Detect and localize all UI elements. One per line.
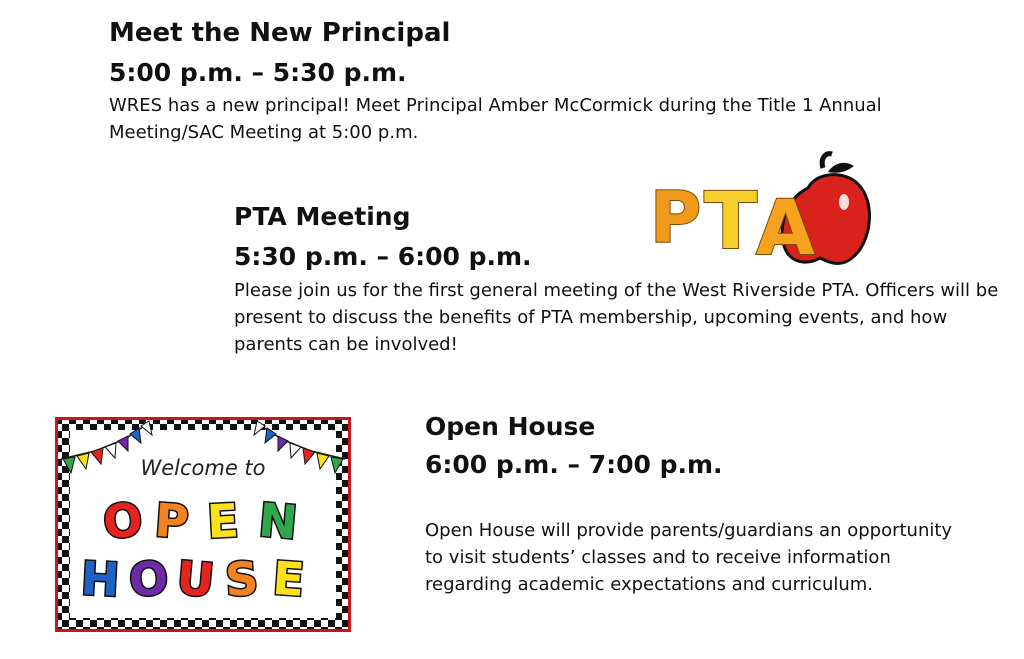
sign-letter-house: S bbox=[223, 551, 260, 607]
open-house-time: 6:00 p.m. – 7:00 p.m. bbox=[425, 450, 723, 479]
principal-time: 5:00 p.m. – 5:30 p.m. bbox=[109, 58, 407, 87]
pta-logo-t: T bbox=[704, 177, 758, 267]
sign-letter-house: U bbox=[174, 550, 217, 608]
pta-description: Please join us for the first general meeting of the West Riverside PTA. Officers will be present to discuss the benefits of PTA membership, upcoming events, and how parents can be involved! bbox=[234, 280, 999, 355]
sign-letter-house: E bbox=[271, 550, 307, 607]
sign-welcome-text: Welcome to bbox=[140, 456, 266, 480]
pta-time: 5:30 p.m. – 6:00 p.m. bbox=[234, 242, 532, 271]
sign-letter-open: O bbox=[100, 491, 146, 550]
pta-logo bbox=[648, 150, 880, 268]
principal-heading: Meet the New Principal bbox=[109, 18, 451, 48]
open-house-description: Open House will provide parents/guardians an opportunity to visit students’ classes and to receive information regarding academic expectations and curriculum. bbox=[425, 520, 953, 595]
open-house-sign bbox=[55, 417, 351, 632]
sign-letter-open: N bbox=[256, 492, 300, 550]
sign-letter-open: P bbox=[153, 492, 191, 550]
apple-stem-icon bbox=[822, 154, 832, 168]
sign-letter-open: E bbox=[205, 493, 240, 549]
sign-letter-house: H bbox=[79, 551, 121, 608]
pta-logo-p: P bbox=[650, 177, 702, 259]
pta-heading: PTA Meeting bbox=[234, 202, 411, 231]
principal-description: WRES has a new principal! Meet Principal Amber McCormick during the Title 1 Annual Meeting/SAC Meeting at 5:00 p.m. bbox=[109, 95, 882, 143]
pta-logo-a: A bbox=[756, 183, 815, 268]
open-house-heading: Open House bbox=[425, 412, 596, 441]
sign-letter-house: O bbox=[127, 550, 171, 608]
apple-leaf-icon bbox=[828, 163, 854, 173]
